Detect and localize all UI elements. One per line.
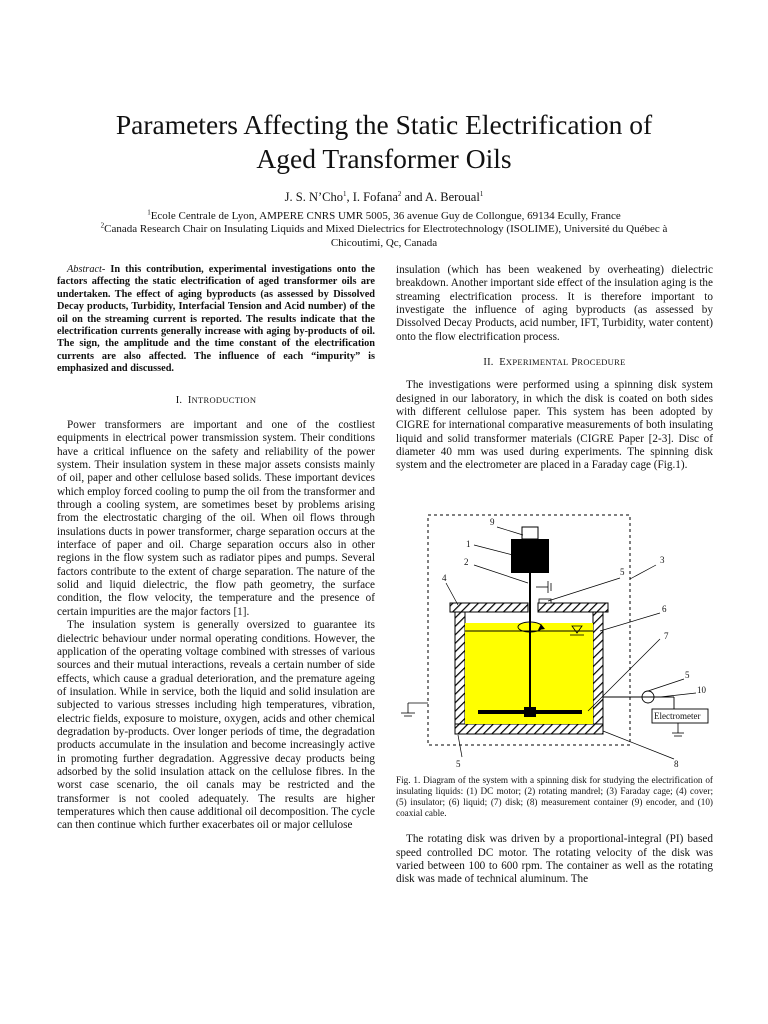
affiliation-2-line-2: Chicoutimi, Qc, Canada — [330, 237, 438, 249]
label-6: 6 — [662, 604, 667, 614]
label-10: 10 — [697, 685, 706, 695]
figure-1-caption: Fig. 1. Diagram of the system with a spinning disk for studying the electrification of insulating liquids: (1) DC motor; (2) rotating mandrel; (3) Faraday cage; (4) cover; (5) insulator; (6) liquid; (7) disk; (8) measurement container (9) encoder, and (10) coaxial cable. — [396, 775, 713, 819]
affiliation-1-sup: 1 — [147, 208, 151, 217]
leader-9 — [497, 527, 523, 535]
leader-10 — [660, 693, 696, 697]
leader-3 — [630, 565, 656, 579]
cover-insulator — [539, 599, 551, 603]
label-5-bottom: 5 — [456, 759, 461, 769]
section-2-heading — [396, 356, 713, 369]
affiliation-2-line-1: Canada Research Chair on Insulating Liquids and Mixed Dielectrics for Electrotechnology (ISOLIME), Université du Québec à — [104, 223, 668, 235]
section-1-heading — [57, 394, 375, 407]
electrometer-label: Electrometer — [654, 711, 701, 721]
experimental-paragraph-1: The investigations were performed using a spinning disk system designed in our laboratory, in which the disk is coated on both sides with different cellulose paper. This system has been adopted by CIGRE for international comparative measurements of both insulating liquid and solid transformer materials (CIGRE Paper [2-3]. Disc of diameter 40 mm was used during experiments. The spinning disk system and the electrometer are placed in a Faraday cage (Fig.1). — [396, 379, 713, 472]
label-5-top: 5 — [620, 567, 625, 577]
author-1: J. S. N’Cho — [284, 190, 343, 204]
dc-motor — [511, 539, 549, 573]
paper-title — [40, 108, 728, 176]
label-9: 9 — [490, 517, 495, 527]
label-7: 7 — [664, 631, 669, 641]
label-5-right: 5 — [685, 670, 690, 680]
leader-5-right — [648, 679, 684, 691]
intro-paragraph-2: The insulation system is generally oversized to guarantee its dielectric behaviour under normal operating conditions. However, the application of the operating voltage combined with stresses of various sources and their mutual interactions, reveals a certain number of side effects, which cause a gradual deterioration, and the premature ageing of insulation. While in service, both the liquid and solid insulation are subjected to various stresses including high temperatures, vibration, electric fields, exposure to moisture, oxygen, acids and other chemical degradation by-products. Over longer periods of time, the degradation products accumulate in the insulation and become increasingly active in promoting further degradation. Aggressive decay products being adsorbed by the solid insulation attack on the cellulose fibres. In the worst case scenario, the oil canals may be restricted and the transformer is not cooled adequately. The results are higher temperatures which then cause additional oil decomposition. The cycle can then continue which further exacerbates oil or major cellulose — [57, 619, 375, 832]
section-2-cap-1: E — [499, 357, 506, 369]
leader-5-bottom — [458, 735, 462, 757]
ref-link-1[interactable]: [1] — [233, 605, 247, 618]
section-1-rest: NTRODUCTION — [191, 394, 257, 405]
leader-5-top — [548, 578, 620, 601]
author-1-sup: 1 — [343, 189, 347, 198]
abstract — [57, 264, 375, 376]
affiliation-1-text: Ecole Centrale de Lyon, AMPERE CNRS UMR 5005, 36 avenue Guy de Collongue, 69134 Ecully, France — [150, 210, 621, 222]
abstract-body: In this contribution, experimental investigations onto the factors affecting the static electrification of aged transformer oils are undertaken. The effect of aging byproducts (as assessed by Dissolved Decay products, Turbidity, Interfacial Tension and Acid number) of the oil on the streaming current is reported. The results indicate that the electrification currents generally increase with aging by-products of oil. The sign, the amplitude and the time constant of the electrification currents are also affected. The influence of each “impurity” is emphasized and discussed. — [57, 264, 375, 375]
author-2: , I. Fofana — [346, 190, 398, 204]
leader-8 — [603, 731, 674, 759]
section-2-rest-2: ROCEDURE — [577, 357, 626, 368]
cover-left — [450, 603, 528, 612]
section-2-number: II. — [483, 357, 494, 369]
right-column — [396, 264, 713, 473]
author-3: and A. Beroual — [401, 190, 480, 204]
intro-paragraph-1 — [57, 419, 375, 619]
section-1-cap: I — [187, 394, 192, 406]
leader-1 — [474, 545, 513, 555]
left-column — [57, 264, 375, 833]
container-left-wall — [455, 612, 465, 734]
experimental-paragraph-2: The rotating disk was driven by a proportional-integral (PI) based speed controlled DC motor. The rotating velocity of the disk was varied between 100 to 600 rpm. The container as well as the rotating disk was made of technical aluminum. The — [396, 833, 713, 886]
label-3: 3 — [660, 555, 665, 565]
abstract-lead: Abstract- — [67, 264, 106, 275]
title-line-2: Aged Transformer Oils — [256, 143, 512, 174]
label-8: 8 — [674, 759, 679, 769]
disk-hub — [524, 707, 536, 717]
section-2-rest-1: XPERIMENTAL — [505, 357, 569, 368]
author-line — [40, 190, 728, 205]
figure-1-diagram — [398, 513, 714, 773]
section-1-number: I. — [175, 394, 183, 406]
label-4: 4 — [442, 573, 447, 583]
affiliation-2-sup: 2 — [100, 221, 105, 230]
intro-p1-end: . — [246, 605, 250, 618]
section-2-cap-2: P — [571, 357, 578, 369]
right-top-paragraph: insulation (which has been weakened by overheating) dielectric breakdown. Another important side effect of the insulation aging is the streaming electrification process. It is therefore important to investigate the influence of aging byproducts (as assessed by Dissolved Decay Products, acid number, IFT, Turbidity, water content) onto the flow electrification process. — [396, 264, 713, 343]
author-2-sup: 2 — [397, 189, 402, 198]
cover-right — [538, 603, 608, 612]
affiliation-1 — [40, 209, 728, 223]
title-line-1: Parameters Affecting the Static Electrification of — [115, 109, 653, 140]
intro-p1-text: Power transformers are important and one of the costliest equipments in electrical power transmission system. Their conditions have a critical influence on the safety and reliability of the power system. Their insulation system in these major assets consists mainly of oil, paper and other cellulose based solids. These important devices which employ forced cooling to pump the oil from the transformer and through a cooling system, are sometimes beset by problems arising from the electrostatic charging of the oil. When oil flows through insulations ducts in power transformer, charge separation occurs at the interface of paper and oil. Charge separation occurs also in other regions in the flow system such as radiator pipes and pumps. Several factors contribute to the extent of charge separation. The nature of the solid and liquid dielectric, the flow path geometry, the surface condition, the flow velocity, the temperature and the presence of certain impurities are the major factors — [57, 419, 375, 618]
label-1: 1 — [466, 539, 471, 549]
leader-4 — [446, 583, 458, 605]
container-bottom — [455, 724, 603, 734]
figure-1-caption-block — [396, 775, 713, 887]
label-2: 2 — [464, 557, 469, 567]
motor-cap — [522, 527, 538, 539]
affiliation-2 — [40, 222, 728, 250]
author-3-sup: 1 — [479, 189, 484, 198]
